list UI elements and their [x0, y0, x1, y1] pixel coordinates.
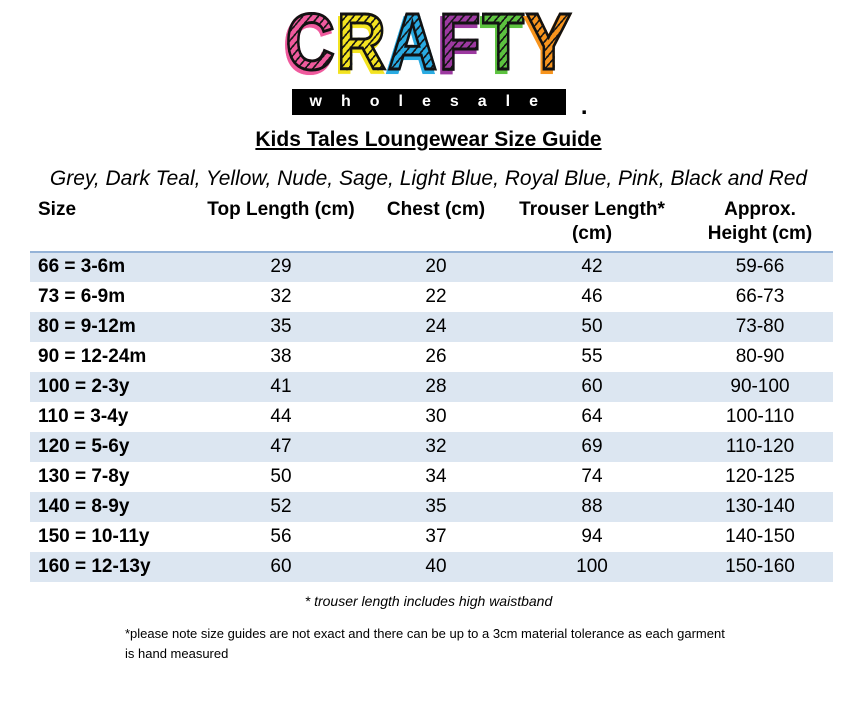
- cell-top_length: 41: [270, 375, 292, 397]
- crafty-letter-y: Y: [526, 0, 572, 87]
- wholesale-banner: [292, 89, 566, 115]
- cell-height: 80-90: [735, 345, 785, 367]
- header-top-length-line1: Top Length (cm): [207, 199, 355, 220]
- crafty-letter-a: A: [387, 0, 437, 87]
- cell-height: 90-100: [730, 375, 790, 397]
- cell-size: 140 = 8-9y: [38, 495, 130, 517]
- cell-top_length: 47: [270, 435, 292, 457]
- header-approx-height: [687, 198, 833, 252]
- table-row: [30, 312, 833, 342]
- table-row: [30, 342, 833, 372]
- cell-chest: 34: [425, 465, 447, 487]
- cell-size: 80 = 9-12m: [38, 315, 136, 337]
- cell-height: 66-73: [735, 285, 785, 307]
- cell-height: 100-110: [725, 405, 795, 427]
- available-colors-line: Grey, Dark Teal, Yellow, Nude, Sage, Light Blue, Royal Blue, Pink, Black and Red: [49, 167, 808, 190]
- table-row: [30, 252, 833, 282]
- header-size: [30, 198, 187, 252]
- page-title: Kids Tales Loungewear Size Guide: [255, 128, 602, 151]
- cell-trouser_length: 69: [581, 435, 603, 457]
- wholesale-row: [292, 89, 588, 120]
- table-body: [30, 252, 833, 582]
- cell-trouser_length: 60: [581, 375, 603, 397]
- cell-size: 130 = 7-8y: [38, 465, 130, 487]
- crafty-letter-f: F: [438, 0, 481, 87]
- cell-chest: 30: [425, 405, 447, 427]
- crafty-wordmark: [285, 0, 573, 87]
- cell-chest: 24: [425, 315, 447, 337]
- cell-chest: 26: [425, 345, 447, 367]
- cell-top_length: 56: [270, 525, 292, 547]
- cell-size: 120 = 5-6y: [38, 435, 130, 457]
- cell-top_length: 52: [270, 495, 292, 517]
- cell-size: 100 = 2-3y: [38, 375, 130, 397]
- cell-height: 150-160: [725, 555, 795, 577]
- size-guide-table: [30, 198, 833, 582]
- cell-height: 130-140: [725, 495, 795, 517]
- cell-top_length: 50: [270, 465, 292, 487]
- cell-trouser_length: 50: [581, 315, 603, 337]
- cell-size: 150 = 10-11y: [38, 525, 150, 547]
- table-row: [30, 492, 833, 522]
- cell-chest: 20: [425, 256, 447, 278]
- table-row: [30, 402, 833, 432]
- table-row: [30, 282, 833, 312]
- logo-period: .: [580, 93, 588, 120]
- header-top-length: [187, 198, 375, 252]
- cell-size: 66 = 3-6m: [38, 256, 126, 278]
- table-header: [30, 198, 833, 252]
- header-approx-height-line1: Approx.: [724, 199, 796, 220]
- cell-top_length: 29: [270, 256, 292, 278]
- cell-trouser_length: 74: [581, 465, 603, 487]
- cell-size: 160 = 12-13y: [38, 555, 151, 577]
- crafty-letter-r: R: [336, 0, 386, 87]
- crafty-letter-c: C: [285, 0, 335, 87]
- header-size-line1: Size: [38, 199, 77, 220]
- wholesale-label: wholesale: [309, 93, 557, 110]
- header-trouser-length-line2: (cm): [571, 222, 613, 244]
- table-row: [30, 462, 833, 492]
- cell-trouser_length: 100: [576, 555, 608, 577]
- trouser-note: * trouser length includes high waistband: [304, 592, 553, 609]
- cell-chest: 37: [425, 525, 447, 547]
- cell-height: 120-125: [725, 465, 795, 487]
- header-trouser-length: [497, 198, 687, 252]
- cell-height: 59-66: [735, 256, 785, 278]
- table-row: [30, 552, 833, 582]
- cell-height: 110-120: [725, 435, 795, 457]
- cell-trouser_length: 46: [581, 285, 603, 307]
- cell-size: 90 = 12-24m: [38, 345, 147, 367]
- cell-top_length: 38: [270, 345, 292, 367]
- header-approx-height-line2: Height (cm): [707, 222, 813, 244]
- table-header-row: [30, 198, 833, 252]
- header-chest: [375, 198, 497, 252]
- cell-trouser_length: 88: [581, 495, 603, 517]
- cell-chest: 35: [425, 495, 447, 517]
- header-trouser-length-line1: Trouser Length*: [519, 199, 665, 220]
- cell-trouser_length: 42: [581, 256, 603, 278]
- tolerance-note: *please note size guides are not exact and there can be up to a 3cm material tolerance as each garment is hand measured: [125, 625, 725, 662]
- cell-top_length: 32: [270, 285, 292, 307]
- cell-size: 73 = 6-9m: [38, 285, 126, 307]
- table-row: [30, 522, 833, 552]
- cell-trouser_length: 94: [581, 525, 603, 547]
- cell-size: 110 = 3-4y: [38, 405, 129, 427]
- cell-top_length: 60: [270, 555, 292, 577]
- cell-height: 73-80: [735, 315, 785, 337]
- cell-chest: 22: [425, 285, 447, 307]
- crafty-letter-t: T: [482, 0, 525, 87]
- cell-trouser_length: 64: [581, 405, 603, 427]
- cell-chest: 28: [425, 375, 447, 397]
- crafty-logo: [0, 0, 857, 120]
- table-row: [30, 432, 833, 462]
- cell-trouser_length: 55: [581, 345, 603, 367]
- cell-chest: 32: [425, 435, 447, 457]
- cell-top_length: 44: [270, 405, 292, 427]
- cell-height: 140-150: [725, 525, 795, 547]
- cell-top_length: 35: [270, 315, 292, 337]
- table-row: [30, 372, 833, 402]
- header-chest-line1: Chest (cm): [386, 199, 486, 220]
- cell-chest: 40: [425, 555, 447, 577]
